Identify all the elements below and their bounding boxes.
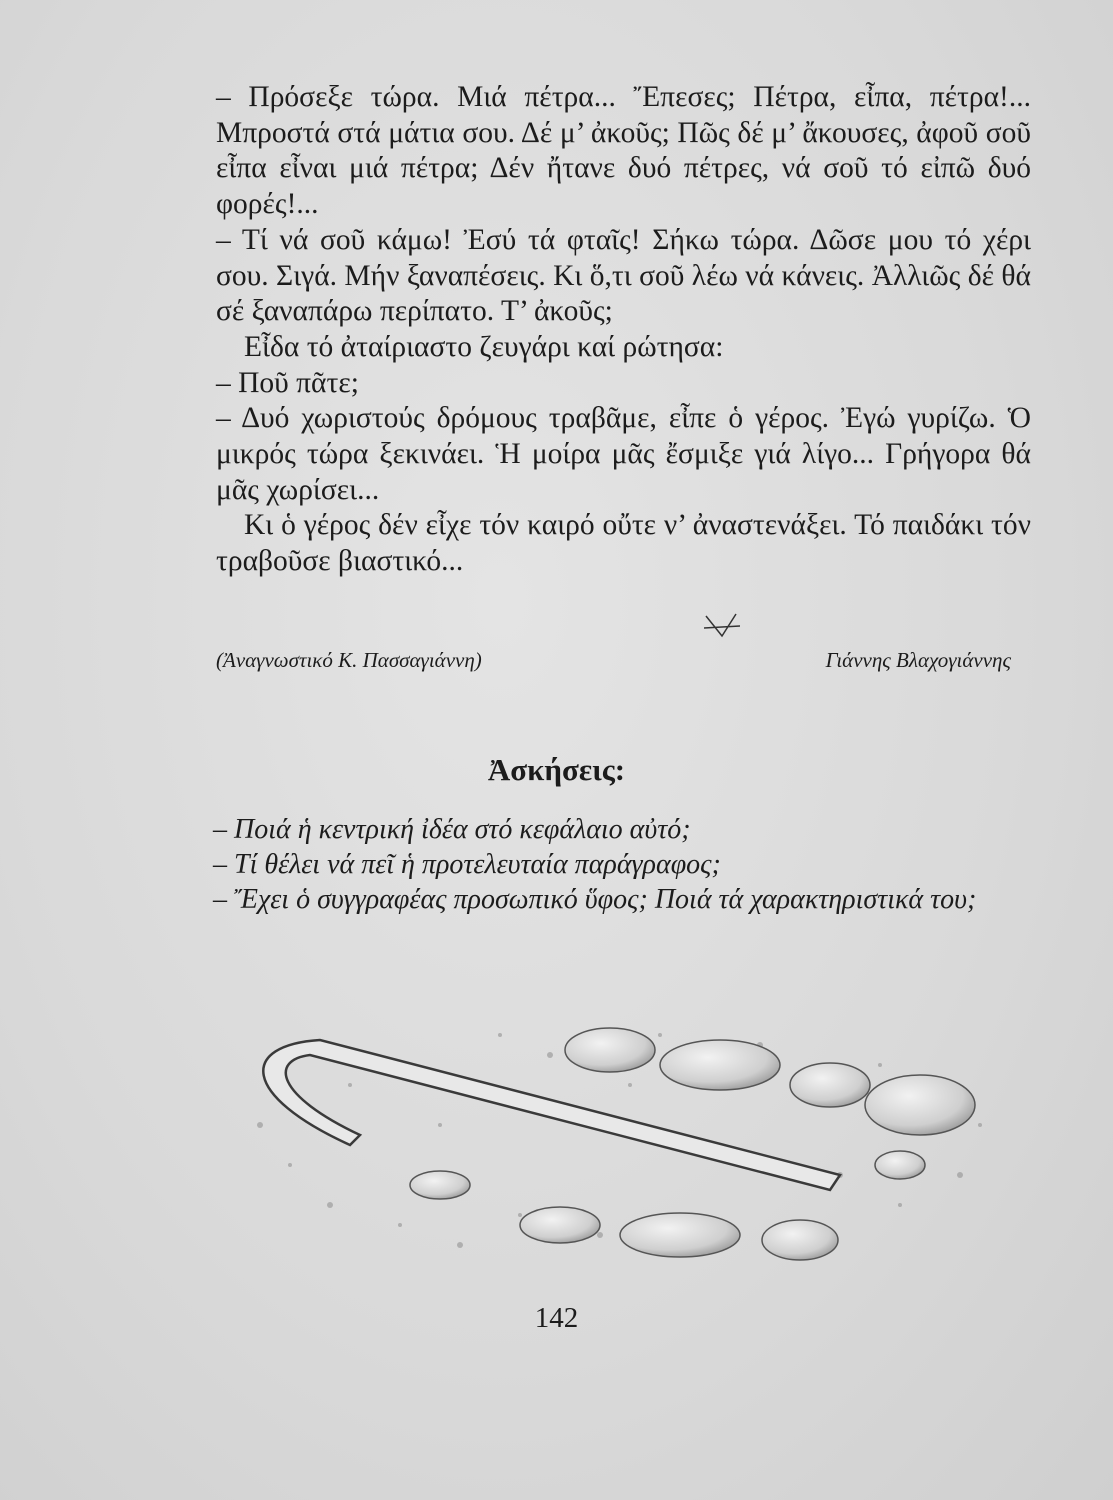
story-text: [216, 80, 1031, 580]
walking-stick-illustration: [200, 975, 1010, 1275]
pencil-mark-icon: [704, 610, 740, 640]
dialogue-paragraph-1: – Πρόσεξε τώρα. Μιά πέτρα... Ἔπεσες; Πέτρα, εἶπα, πέτρα!... Μπροστά στά μάτια σου. Δέ μ’ ἀκοῦς; Πῶς δέ μ’ ἄκουσες, ἀφοῦ σοῦ εἶπα εἶναι μιά πέτρα; Δέν ἤτανε δυό πέτρες, νά σοῦ τό εἰπῶ δυό φορές!...: [216, 81, 1031, 221]
exercise-item: – Τί θέλει νά πεῖ ἡ προτελευταία παράγραφος;: [213, 849, 721, 880]
author-name: Γιάννης Βλαχογιάννης: [825, 648, 1011, 672]
exercise-item: – Ποιά ἡ κεντρική ἰδέα στό κεφάλαιο αὐτό;: [213, 814, 691, 845]
page-number: 142: [534, 1302, 579, 1334]
source-citation: (Ἀναγνωστικό Κ. Πασσαγιάννη): [216, 648, 482, 672]
dialogue-paragraph-2: – Τί νά σοῦ κάμω! Ἐσύ τά φταῖς! Σήκω τώρα. Δῶσε μου τό χέρι σου. Σιγά. Μήν ξαναπέσεις. Κι ὅ,τι σοῦ λέω νά κάνεις. Ἀλλιῶς δέ θά σέ ξαναπάρω περίπατο. Τ’ ἀκοῦς;: [216, 223, 1031, 328]
exercises-list: [213, 812, 1013, 917]
narration-paragraph-2: Κι ὁ γέρος δέν εἶχε τόν καιρό οὔτε ν’ ἀναστενάξει. Τό παιδάκι τόν τραβοῦσε βιαστικό...: [216, 509, 1031, 578]
dialogue-paragraph-3: – Ποῦ πᾶτε;: [216, 366, 359, 399]
dialogue-paragraph-4: – Δυό χωριστούς δρόμους τραβᾶμε, εἶπε ὁ γέρος. Ἐγώ γυρίζω. Ὁ μικρός τώρα ξεκινάει. Ἡ μοίρα μᾶς ἔσμιξε γιά λίγο... Γρήγορα θά μᾶς χωρίσει...: [216, 402, 1031, 506]
narration-paragraph-1: Εἶδα τό ἀταίριαστο ζευγάρι καί ρώτησα:: [244, 330, 724, 363]
exercise-item: – Ἔχει ὁ συγγραφέας προσωπικό ὕφος; Ποιά τά χαρακτηριστικά του;: [213, 884, 977, 915]
exercises-heading: Ἀσκήσεις:: [487, 752, 626, 787]
attribution-row: [216, 648, 1011, 673]
